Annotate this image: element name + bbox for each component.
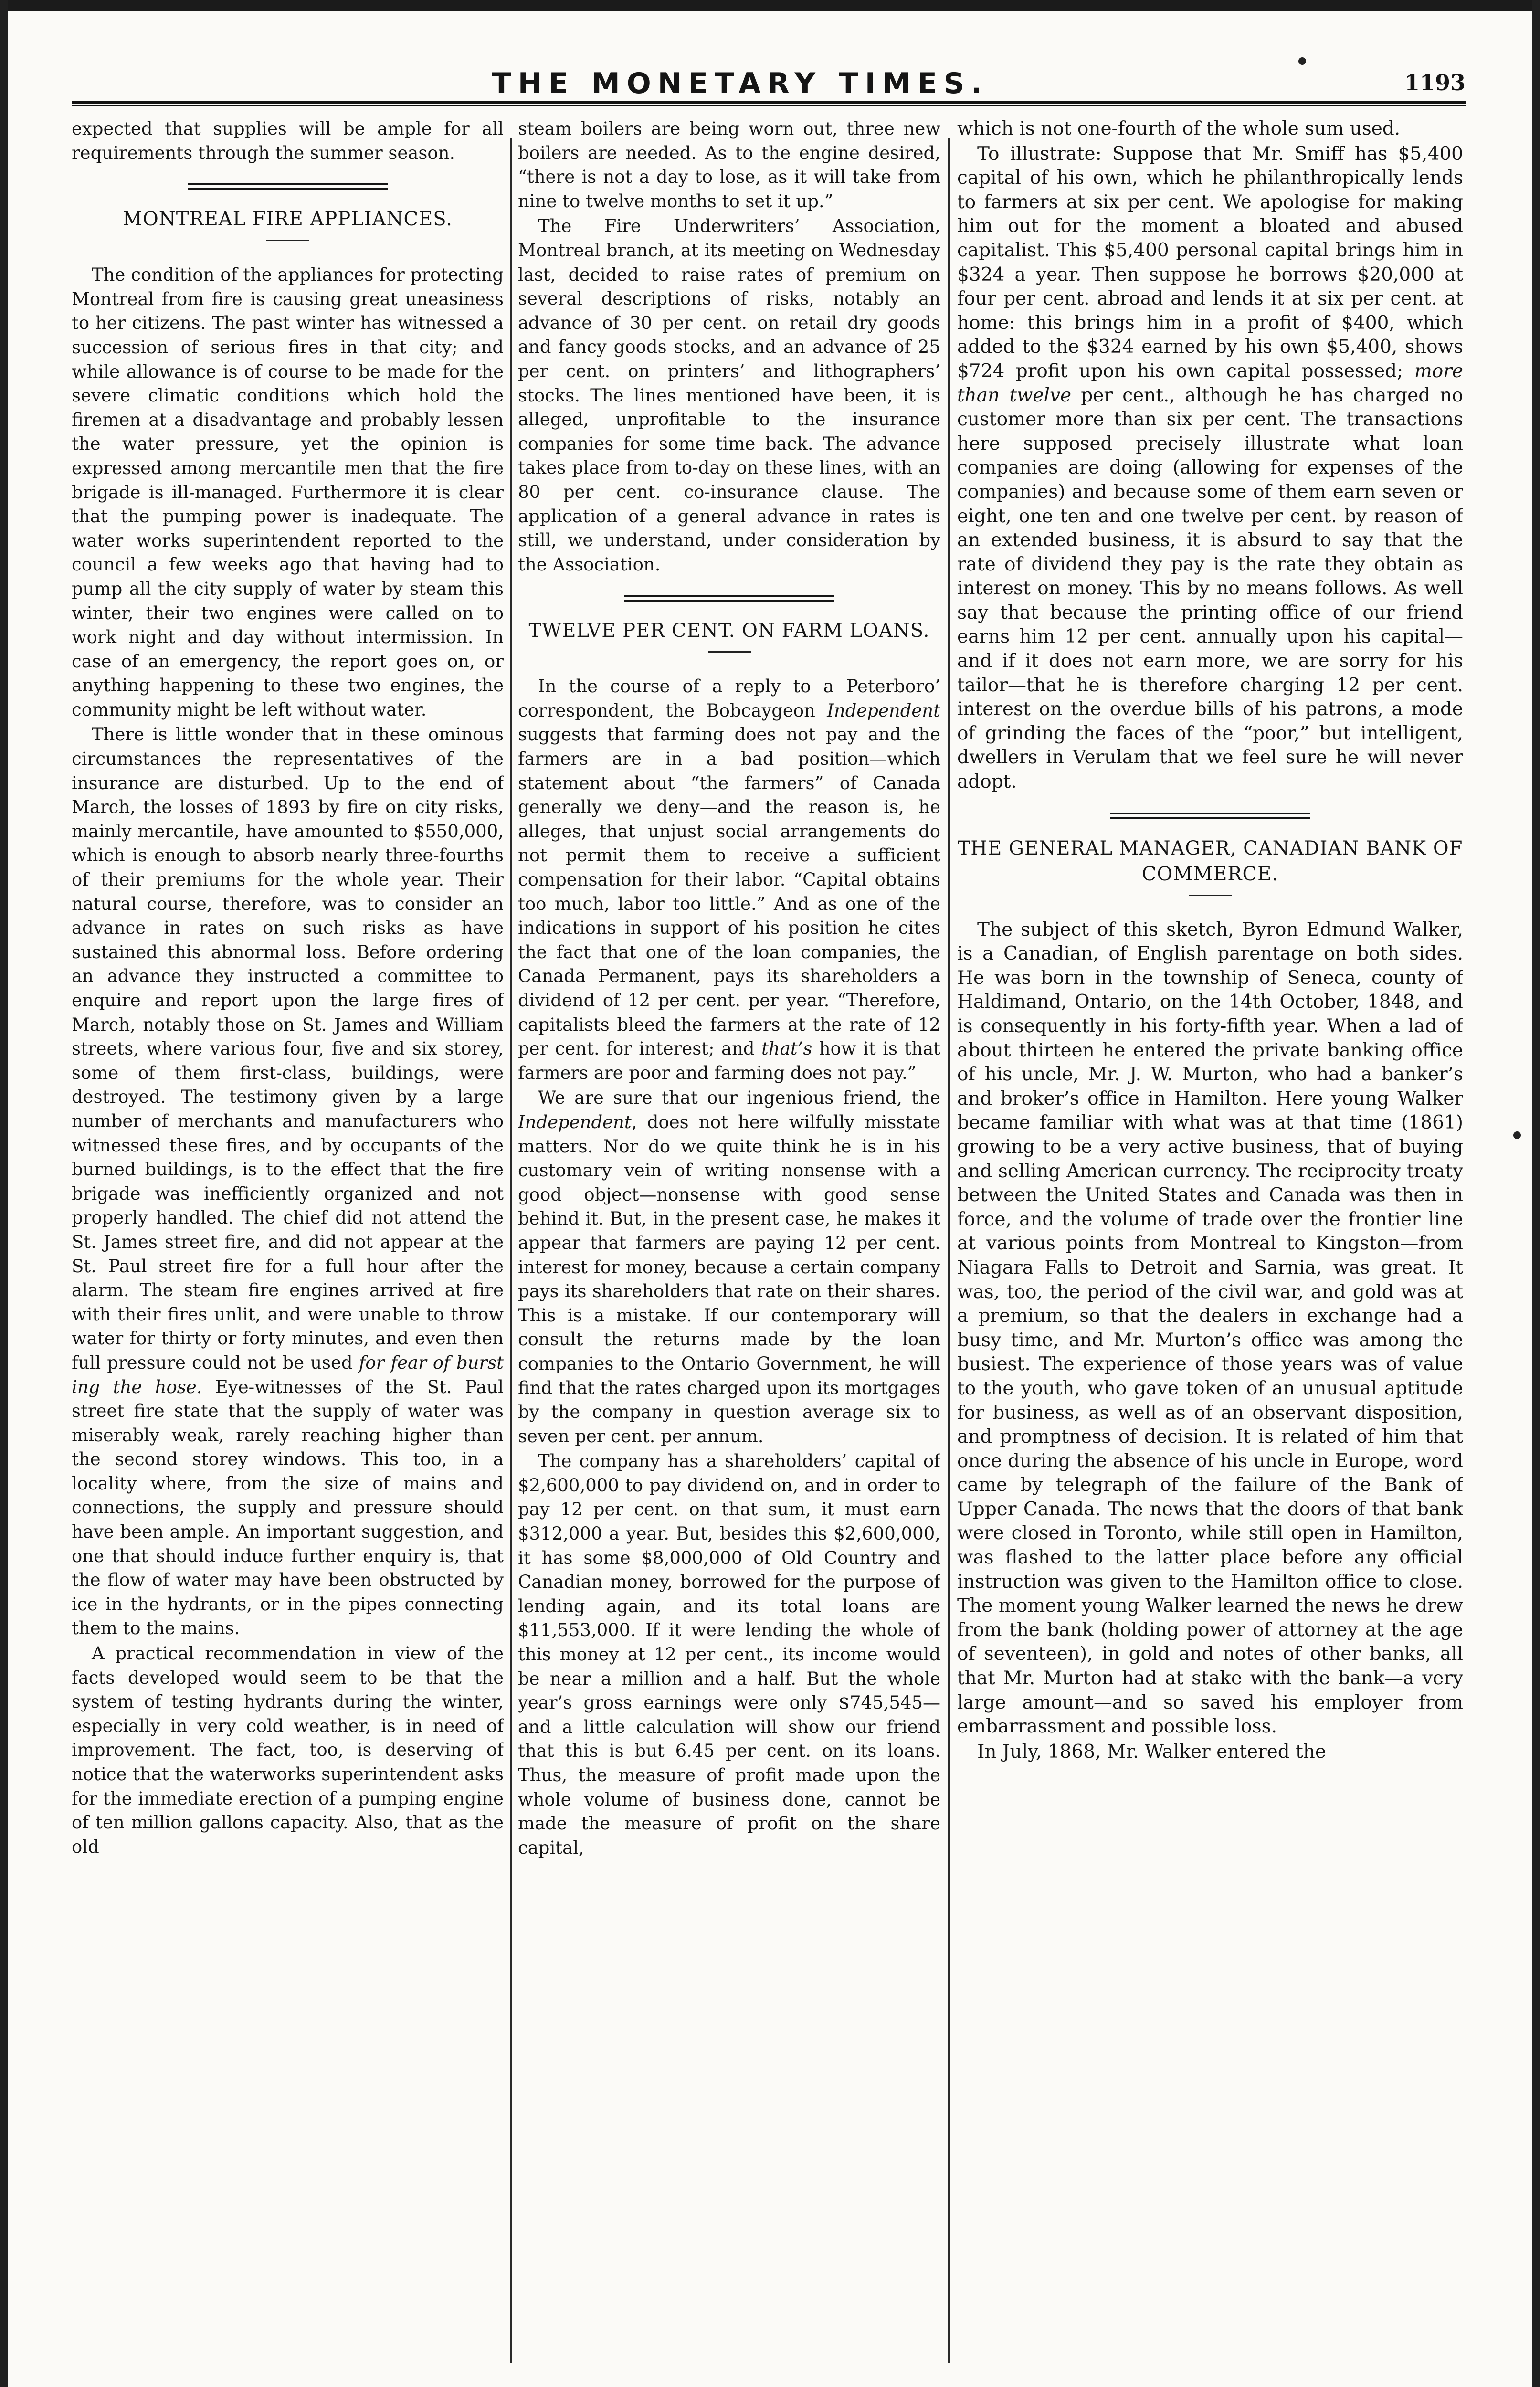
heading-underline-rule [1189, 895, 1232, 896]
article-heading: MONTREAL FIRE APPLIANCES. [123, 208, 453, 231]
column-3 [957, 117, 1463, 2370]
masthead-title: THE MONETARY TIMES. [492, 67, 989, 100]
paragraph: We are sure that our ingenious friend, the Independent, does not here wilfully misstate matters. Nor do we quite think he is in his customary vein of writing nonsense with a good object—nonsense with good sense behind it. But, in the present case, he makes it appear that farmers are paying 12 per cent. interest for money, because a certain company pays its shareholders that rate on their shares. This is a mistake. If our contemporary will consult the returns made by the loan companies to the Ontario Government, he will find that the rates charged upon its mortgages by the company in question average six to seven per cent. per annum. [518, 1088, 940, 1447]
column-divider [510, 138, 512, 2363]
paragraph: In July, 1868, Mr. Walker entered the [977, 1741, 1327, 1763]
page-number: 1193 [1404, 70, 1466, 95]
paragraph: There is little wonder that in these ominous circumstances the representatives of the insurance are disturbed. Up to the end of March, the losses of 1893 by fire on city risks, mainly mercantile, have amounted to $550,000, which is enough to absorb nearly three-fourths of their premiums for the whole year. Their natural course, therefore, was to consider an advance in rates on such risks as have sustained this abnormal loss. Before ordering an advance they instructed a committee to enquire and report upon the large fires of March, notably those on St. James and William streets, where various four, five and six storey, some of them first-class, buildings, were destroyed. The testimony given by a large number of merchants and manufacturers who witnessed these fires, and by occupants of the burned buildings, is to the effect that the fire brigade was inefficiently organized and not properly handled. The chief did not attend the St. James street fire, and did not appear at the St. Paul street fire for a full hour after the alarm. The steam fire engines arrived at fire with their fires unlit, and were unable to throw water for thirty or forty minutes, and even then full pressure could not be used for fear of burst ing the hose. Eye-witnesses of the St. Paul street fire state that the supply of water was miserably weak, rarely reaching higher than the second storey windows. This too, in a locality where, from the size of mains and connections, the supply and pressure should have been ample. An important suggestion, and one that should induce further enquiry is, that the flow of water may have been obstructed by ice in the hydrants, or in the pipes connecting them to the mains. [72, 724, 504, 1639]
article-heading: THE GENERAL MANAGER, CANADIAN BANK OF COMMERCE. [957, 837, 1463, 885]
column-2 [518, 117, 940, 2370]
paragraph: expected that supplies will be ample for all requirements through the summer season. [72, 118, 504, 163]
header-rule [72, 101, 1466, 106]
paragraph: steam boilers are being worn out, three new boilers are needed. As to the engine desired, “there is not a day to lose, as it will take from nine to twelve months to set it up.” [518, 118, 940, 211]
ink-speck [1298, 57, 1306, 65]
section-divider-rule [624, 595, 834, 602]
column-1 [72, 117, 504, 2370]
article-heading: TWELVE PER CENT. ON FARM LOANS. [528, 620, 930, 642]
ink-speck [1513, 1131, 1521, 1139]
heading-underline-rule [708, 651, 751, 653]
paragraph: The company has a shareholders’ capital of $2,600,000 to pay dividend on, and in order to pay 12 per cent. on that sum, it must earn $312,000 a year. But, besides this $2,600,000, it has some $8,000,000 of Old Country and Canadian money, borrowed for the purpose of lending again, and its total loans are $11,553,000. If it were lending the whole of this money at 12 per cent., its income would be near a million and a half. But the whole year’s gross earnings were only $745,545—and a little calculation will show our friend that this is but 6.45 per cent. on its loans. Thus, the measure of profit made upon the whole volume of business done, cannot be made the measure of profit on the share capital, [518, 1451, 940, 1858]
paragraph: The condition of the appliances for protecting Montreal from fire is causing great uneasiness to her citizens. The past winter has witnessed a succession of serious fires in that city; and while allowance is of course to be made for the severe climatic conditions which hold the firemen at a disadvantage and probably lessen the water pressure, yet the opinion is expressed among mercantile men that the fire brigade is ill-managed. Furthermore it is clear that the pumping power is inadequate. The water works superintendent reported to the council a few weeks ago that having had to pump all the city supply of water by steam this winter, their two engines were called on to work night and day without intermission. In case of an emergency, the report goes on, or anything happening to these two engines, the community might be left without water. [72, 264, 504, 720]
heading-underline-rule [266, 240, 309, 241]
paragraph: The subject of this sketch, Byron Edmund Walker, is a Canadian, of English parentage on both sides. He was born in the township of Seneca, county of Haldimand, Ontario, on the 14th October, 1848, and is consequently in his forty-fifth year. When a lad of about thirteen he entered the private banking office of his uncle, Mr. J. W. Murton, who had a banker’s and broker’s office in Hamilton. Here young Walker became familiar with what was at that time (1861) growing to be a very active business, that of buying and selling American currency. The reciprocity treaty between the United States and Canada was then in force, and the volume of trade over the frontier line at various points from Montreal to Kingston—from Niagara Falls to Detroit and Sarnia, was great. It was, too, the period of the civil war, and gold was at a premium, so that the dealers in exchange had a busy time, and Mr. Murton’s office was among the busiest. The experience of those years was of value to the youth, who gave token of an unusual aptitude for business, as well as of an observant disposition, and promptness of decision. It is related of him that once during the absence of his uncle in Europe, word came by telegraph of the failure of the Bank of Upper Canada. The news that the doors of that bank were closed in Toronto, while still open in Hamilton, was flashed to the latter place before any official instruction was given to the Hamilton office to close. The moment young Walker learned the news he drew from the bank (holding power of attorney at the age of seventeen), in gold and notes of other banks, all that Mr. Murton had at stake with the bank—a very large amount—and so saved his employer from embarrassment and possible loss. [957, 919, 1463, 1738]
section-divider-rule [188, 183, 388, 190]
left-border-rule [0, 0, 8, 2387]
top-border-rule [0, 0, 1540, 11]
paragraph: The Fire Underwriters’ Association, Montreal branch, at its meeting on Wednesday last, decided to raise rates of premium on several descriptions of risks, notably an advance of 30 per cent. on retail dry goods and fancy goods stocks, and an advance of 25 per cent. on printers’ and lithographers’ stocks. The lines mentioned have been, it is alleged, unprofitable to the insurance companies for some time back. The advance takes place from to-day on these lines, with an 80 per cent. co-insurance clause. The application of a general advance in rates is still, we understand, under consideration by the Association. [518, 216, 940, 575]
section-divider-rule [1110, 813, 1310, 819]
column-divider [948, 138, 950, 2363]
page-header [72, 67, 1466, 100]
paragraph: In the course of a reply to a Peterboro’ correspondent, the Bobcaygeon Independent suggests that farming does not pay and the farmers are in a bad position—which statement about “the farmers” of Canada generally we deny—and the reason is, he alleges, that unjust social arrangements do not permit them to receive a sufficient compensation for their labor. “Capital obtains too much, labor too little.” And as one of the indications in support of his position he cites the fact that one of the loan companies, the Canada Permanent, pays its shareholders a dividend of 12 per cent. per year. “Therefore, capitalists bleed the farmers at the rate of 12 per cent. for interest; and that’s how it is that farmers are poor and farming does not pay.” [518, 676, 940, 1083]
right-border-rule [1532, 0, 1540, 2387]
paragraph: To illustrate: Suppose that Mr. Smiff has $5,400 capital of his own, which he philanthropically lends to farmers at six per cent. We apologise for making him out for the moment a bloated and abused capitalist. This $5,400 personal capital brings him in $324 a year. Then suppose he borrows $20,000 at four per cent. abroad and lends it at six per cent. at home: this brings him in a profit of $400, which added to the $324 earned by his own $5,400, shows $724 profit upon his own capital possessed; more than twelve per cent., although he has charged no customer more than six per cent. The transactions here supposed precisely illustrate what loan companies are doing (allowing for expenses of the companies) and because some of them earn seven or eight, one ten and one twelve per cent. by reason of an extended business, it is absurd to say that the rate of dividend they pay is the rate they obtain as interest on money. This by no means follows. As well say that because the printing office of our friend earns him 12 per cent. annually upon his capital—and if it does not earn more, we are sorry for his tailor—that he is therefore charging 12 per cent. interest on the overdue bills of his patrons, a mode of grinding the faces of the “poor,” but intelligent, dwellers in Verulam that we feel sure he will never adopt. [957, 143, 1463, 793]
paragraph: A practical recommendation in view of the facts developed would seem to be that the system of testing hydrants during the winter, especially in very cold weather, is in need of improvement. The fact, too, is deserving of notice that the waterworks superintendent asks for the immediate erection of a pumping engine of ten million gallons capacity. Also, that as the old [72, 1643, 504, 1857]
paragraph: which is not one-fourth of the whole sum used. [957, 118, 1401, 139]
